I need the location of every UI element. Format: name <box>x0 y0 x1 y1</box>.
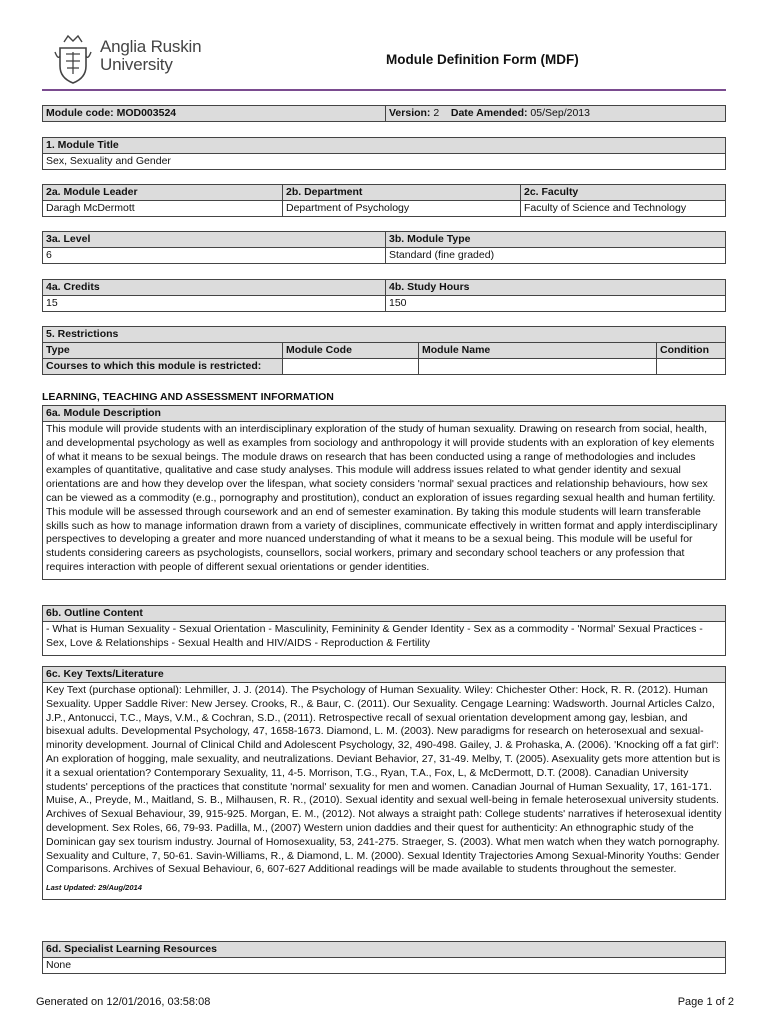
form-title: Module Definition Form (MDF) <box>386 52 579 67</box>
lta-heading: LEARNING, TEACHING AND ASSESSMENT INFORMATION <box>42 391 334 403</box>
module-type-label: 3b. Module Type <box>386 232 726 248</box>
department-label: 2b. Department <box>283 185 521 201</box>
restrictions-col-code: Module Code <box>283 343 419 359</box>
page-number: Page 1 of 2 <box>677 996 734 1008</box>
restricted-courses-label: Courses to which this module is restricted: <box>43 359 283 375</box>
module-code: Module code: MOD003524 <box>43 106 386 122</box>
module-title-table <box>42 137 726 170</box>
description-text: This module will provide students with an interdisciplinary exploration of the study of human sexuality. Drawing on research from social, health, and developmental psychology as well as examples from sociology and anthropology it will provide students with an exploration of key elements of what it means to be sexual beings. The module draws on research that has been conducted using a range of methodologies and includes examples of quantitative, qualitative and case study analyses. This module will address issues related to what gender identity and sexual orientations are and how they develop over the lifespan, what society considers 'normal' sexual practices and relationship behaviours, how sex can be viewed as a commodity (e.g., pornography and prostitution), conduct an exploration of issues regarding sexual health and human fertility. This module will be assessed through coursework and an end of semester examination. By taking this module students will learn transferable skills such as how to manage information drawn from a variety of disciplines, communicate effectively in written format and apply interdisciplinary perspectives to developing a greater and more nuanced understanding of what it means to be a sexual being. This module will be useful for students considering careers as psychologists, counsellors, social workers, primary and secondary school teachers or any profession that requires interaction with people of different sexual orientations or gender identities. <box>43 422 726 580</box>
restricted-condition-cell <box>657 359 726 375</box>
logo-line-2: University <box>100 55 173 74</box>
date-amended-value: 05/Sep/2013 <box>530 107 590 119</box>
key-texts-label: 6c. Key Texts/Literature <box>43 667 726 683</box>
key-texts-table <box>42 666 726 900</box>
credits-table <box>42 279 726 312</box>
key-texts-cell <box>43 683 726 900</box>
credits-label: 4a. Credits <box>43 280 386 296</box>
resources-label: 6d. Specialist Learning Resources <box>43 942 726 958</box>
module-leader-value: Daragh McDermott <box>43 201 283 217</box>
restricted-code-cell <box>283 359 419 375</box>
department-value: Department of Psychology <box>283 201 521 217</box>
restrictions-table <box>42 326 726 375</box>
generated-timestamp: Generated on 12/01/2016, 03:58:08 <box>36 996 211 1008</box>
module-type-value: Standard (fine graded) <box>386 248 726 264</box>
crest-icon <box>52 34 94 84</box>
module-code-table <box>42 105 726 122</box>
description-label: 6a. Module Description <box>43 406 726 422</box>
module-title-value: Sex, Sexuality and Gender <box>43 154 726 170</box>
credits-value: 15 <box>43 296 386 312</box>
module-leader-label: 2a. Module Leader <box>43 185 283 201</box>
outline-text: - What is Human Sexuality - Sexual Orientation - Masculinity, Femininity & Gender Identity - Sex as a commodity - 'Normal' Sexual Practices - Sex, Love & Relationships - Sexual Health and HIV/AIDS - Reproduction & Fertility <box>43 622 726 656</box>
version-value: 2 <box>433 107 440 119</box>
study-hours-value: 150 <box>386 296 726 312</box>
level-label: 3a. Level <box>43 232 386 248</box>
restrictions-col-condition: Condition <box>657 343 726 359</box>
level-value: 6 <box>43 248 386 264</box>
faculty-label: 2c. Faculty <box>521 185 726 201</box>
faculty-value: Faculty of Science and Technology <box>521 201 726 217</box>
date-amended-label: Date Amended: <box>450 107 528 119</box>
key-texts-text: Key Text (purchase optional): Lehmiller, J. J. (2014). The Psychology of Human Sexuality. Wiley: Chichester Other: Hock, R. R. (2012). Human Sexuality. Upper Saddle River: New Jersey. Crooks, R., & Baur, C. (2011). Our Sexuality. Cengage Learning: Wadsworth. Journal Articles Calzo, J.P., Antonucci, T.C., Mays, V.M., & Cochran, S.D., (2011). Retrospective recall of sexual orientation development among gay, lesbian, and bisexual adults. Developmental Psychology, 47, 1658-1673. Diamond, L. M. (2003). New paradigms for research on heterosexual and sexual-minority development. Journal of Clinical Child and Adolescent Psychology, 32, 490-498. Gailey, J. & Prohaska, A. (2006). 'Knocking off a fat girl': An exploration of hogging, male sexuality, and neutralizations. Deviant Behavior, 27, 31-49. Melby, T. (2005). Asexuality gets more attention but is it a sexual orientation? Contemporary Sexuality, 11, 4-5. Morrison, T.G., Ryan, T.A., Fox, L, & McDermott, D.T. (2008). Canadian University students' perceptions of the practices that constitute 'normal' sexuality for men and women. Canadian Journal of Human Sexuality, 17, 161-171. Muise, A., Preyde, M., Maitland, S. B., Milhausen, R. R., (2010). Sexual identity and sexual well-being in female heterosexual university students. Archives of Sexual Behaviour, 39, 915-925. Morgan, E. M., (2012). Not always a straight path: College students' narratives if heterosexual identity development. Sex Roles, 66, 79-93. Padilla, M., (2007) Western union daddies and their quest for authenticity: An ethnographic study of the Dominican gay sex tourism industry. Journal of Homosexuality, 53, 241-275. Straeger, S. (2003). What men watch when they watch pornography. Sexuality and Culture, 7, 50-61. Savin-Williams, R., & Diamond, L. M. (2000). Sexual Identity Trajectories Among Sexual-Minority Youths: Gender Comparisons. Archives of Sexual Behaviour, 6, 607-627 Additional readings will be made available to students throughout the semester. <box>46 684 722 876</box>
leader-table <box>42 184 726 217</box>
resources-table <box>42 941 726 974</box>
logo-line-1: Anglia Ruskin <box>100 37 202 56</box>
outline-table <box>42 605 726 656</box>
module-title-label: 1. Module Title <box>43 138 726 154</box>
restrictions-col-type: Type <box>43 343 283 359</box>
resources-value: None <box>43 958 726 974</box>
restrictions-col-name: Module Name <box>419 343 657 359</box>
description-table <box>42 405 726 580</box>
university-logo <box>52 34 212 84</box>
restricted-name-cell <box>419 359 657 375</box>
header-divider <box>42 89 726 91</box>
version-label: Version: <box>389 107 431 119</box>
restrictions-label: 5. Restrictions <box>43 327 726 343</box>
last-updated: Last Updated: 29/Aug/2014 <box>46 883 142 893</box>
outline-label: 6b. Outline Content <box>43 606 726 622</box>
study-hours-label: 4b. Study Hours <box>386 280 726 296</box>
level-table <box>42 231 726 264</box>
version-cell <box>386 106 726 122</box>
